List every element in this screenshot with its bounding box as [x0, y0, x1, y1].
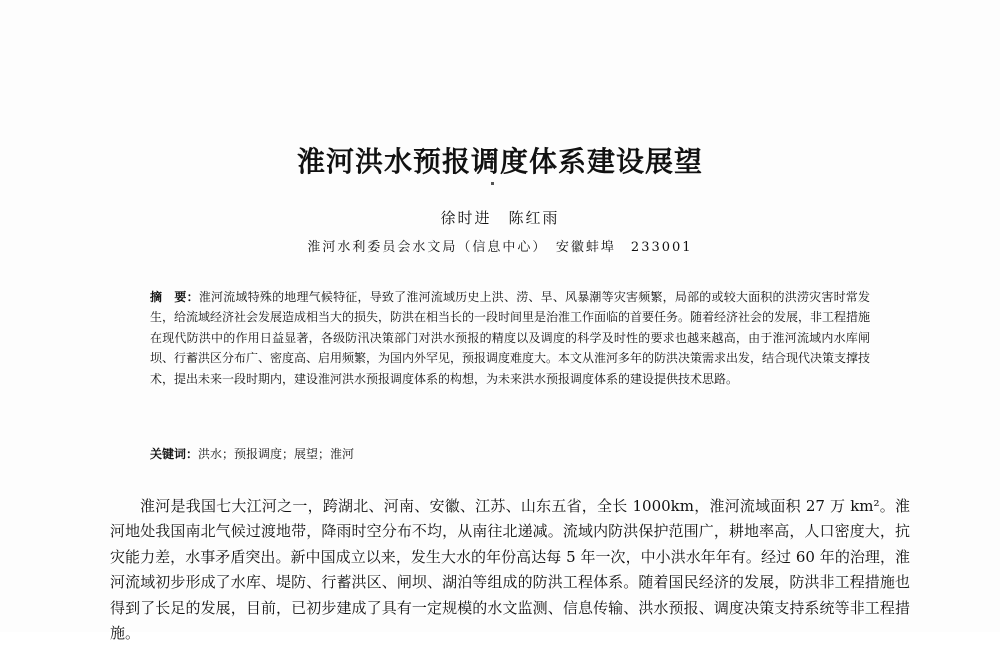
affiliation: 淮河水利委员会水文局（信息中心） 安徽蚌埠 233001	[307, 240, 693, 255]
paper-title: 淮河洪水预报调度体系建设展望	[296, 145, 703, 178]
abstract	[150, 287, 870, 389]
abstract-label: 摘 要：	[150, 290, 199, 304]
keywords-text: 洪水；预报调度；展望；淮河	[198, 447, 355, 461]
abstract-text: 淮河流域特殊的地理气候特征，导致了淮河流域历史上洪、涝、旱、风暴潮等灾害频繁，局部的或较大面积的洪涝灾害时常发生，给流域经济社会发展造成相当大的损失，防洪在相当长的一段时间里是治淮工作面临的首要任务。随着经济社会的发展，非工程措施在现代防洪中的作用日益显著，各级防汛决策部门对洪水预报的精度以及调度的科学及时性的要求也越来越高，由于淮河流域内水库闸坝、行蓄洪区分布广、密度高、启用频繁，为国内外罕见，预报调度难度大。本文从淮河多年的防洪决策需求出发，结合现代决策支撑技术，提出未来一段时期内，建设淮河洪水预报调度体系的构想，为未来洪水预报调度体系的建设提供技术思路。	[150, 290, 871, 386]
keywords	[150, 444, 870, 464]
scan-speck	[491, 182, 494, 185]
body-paragraph: 淮河是我国七大江河之一，跨湖北、河南、安徽、江苏、山东五省，全长 1000km，淮河流域面积 27 万 km²。淮河地处我国南北气候过渡地带，降雨时空分布不均，从南往北递减。流域内防洪保护范围广，耕地率高，人口密度大，抗灾能力差，水事矛盾突出。新中国成立以来，发生大水的年份高达每 5 年一次，中小洪水年年有。经过 60 年的治理，淮河流域初步形成了水库、堤防、行蓄洪区、闸坝、湖泊等组成的防洪工程体系。随着国民经济的发展，防洪非工程措施也得到了长足的发展，目前，已初步建成了具有一定规模的水文监测、信息传输、洪水预报、调度决策支持系统等非工程措施。	[110, 497, 910, 643]
keywords-label: 关键词：	[150, 447, 199, 461]
authors: 徐时进 陈红雨	[440, 209, 560, 227]
